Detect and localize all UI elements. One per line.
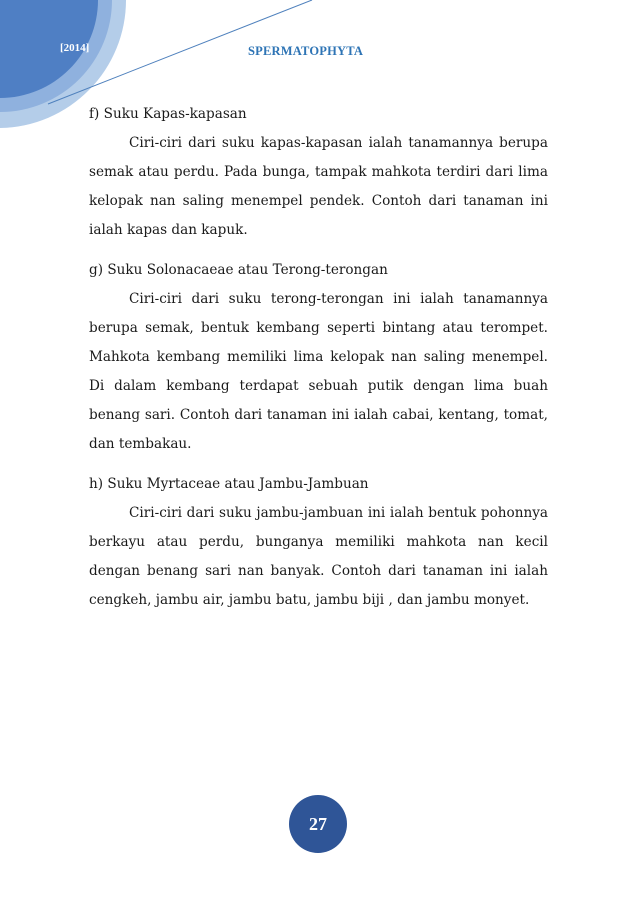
page-number: 27 xyxy=(309,814,327,834)
page-number-badge xyxy=(288,794,348,854)
section-heading: f) Suku Kapas-kapasan xyxy=(89,106,247,122)
section-paragraph: Ciri-ciri dari suku terong-terongan ini ialah tanamannya berupa semak, bentuk kembang seperti bintang atau terompet. Mahkota kembang memiliki lima kelopak nan saling menempel. Di dalam kembang terdapat sebuah putik dengan lima buah benang sari. Contoh dari tanaman ini ialah cabai, kentang, tomat, dan tembakau. xyxy=(89,291,548,452)
section-paragraph: Ciri-ciri dari suku jambu-jambuan ini ialah bentuk pohonnya berkayu atau perdu, bunganya memiliki mahkota nan kecil dengan benang sari nan banyak. Contoh dari tanaman ini ialah cengkeh, jambu air, jambu batu, jambu biji , dan jambu monyet. xyxy=(89,505,548,608)
section-paragraph: Ciri-ciri dari suku kapas-kapasan ialah tanamannya berupa semak atau perdu. Pada bunga, tampak mahkota terdiri dari lima kelopak nan saling menempel pendek. Contoh dari tanaman ini ialah kapas dan kapuk. xyxy=(89,135,548,238)
running-title: SPERMATOPHYTA xyxy=(248,44,364,58)
section-jambu-jambuan xyxy=(89,470,548,615)
header-year: [2014] xyxy=(60,42,90,54)
section-heading: h) Suku Myrtaceae atau Jambu-Jambuan xyxy=(89,476,369,492)
section-terong-terongan xyxy=(89,256,548,459)
section-heading: g) Suku Solonacaeae atau Terong-terongan xyxy=(89,262,388,278)
page-body xyxy=(89,100,548,626)
section-kapas-kapasan xyxy=(89,100,548,245)
